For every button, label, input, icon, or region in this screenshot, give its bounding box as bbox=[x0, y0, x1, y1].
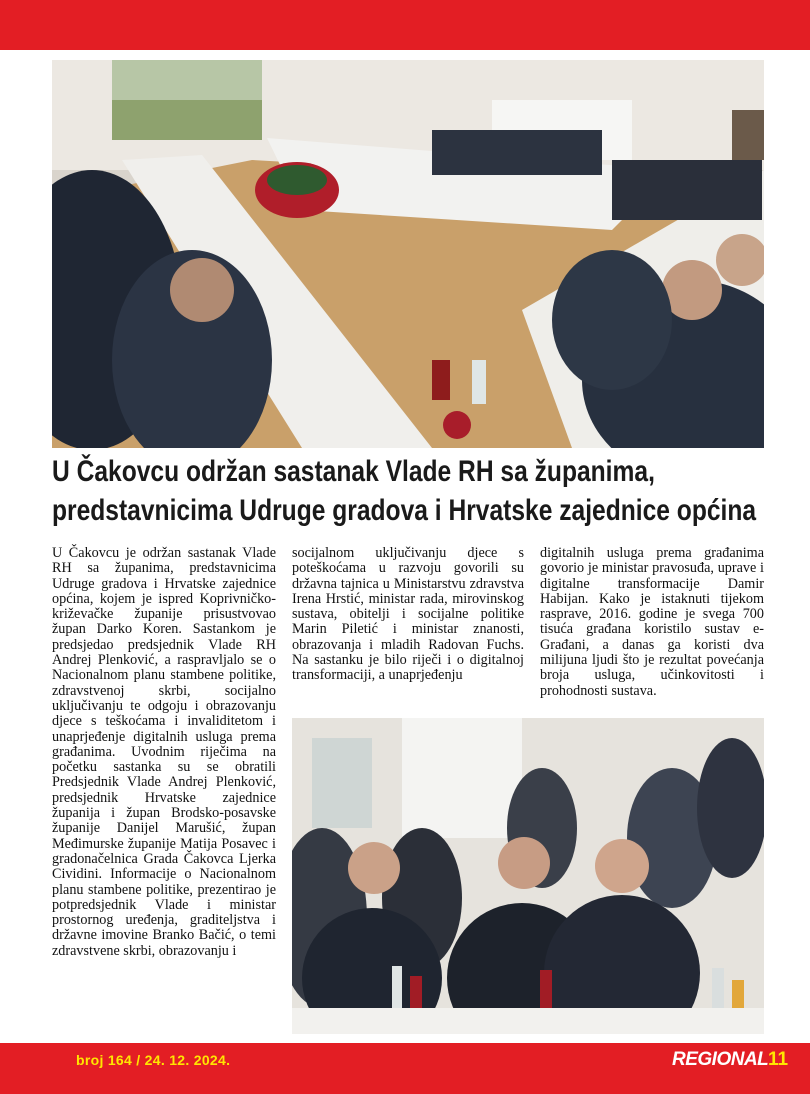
meeting-hall-photo bbox=[52, 60, 764, 448]
column-1-text: U Čakovcu je održan sastanak Vlade RH sa županima, predstavnicima Udruge gradova i Hrvatske zajednice općina, kojem je ispred Koprivničko-križevačke županije prisustvovao župan Darko Koren. Sastankom je predsjedao predsjednik Vlade RH Andrej Plenković, a raspravljalo se o Nacionalnom planu stambene politike, zdravstvenoj skrbi, socijalno uključivanju te odgoju i obrazovanju djece s teškoćama i invaliditetom i unaprjeđenje digitalnih usluga prema građanima. Uvodnim riječima na početku sastanka su se obratili Predsjednik Vlade Andrej Plenković, predsjednik Hrvatske zajednice županija i župan Brodsko-posavske županije Danijel Marušić, župan Međimurske županije Matija Posavec i gradonačelnica Grada Čakovca Ljerka Cividini. Informacije o Nacionalnom planu stambene politike, prezentirao je potpredsjednik Vlade i ministar prostornog uređenja, graditeljstva i državne imovine Branko Bačić, o temi zdravstvene skrbi, obrazovanju i bbox=[52, 545, 276, 959]
article-headline bbox=[52, 452, 757, 530]
headline-line-2: predstavnicima Udruge gradova i Hrvatske zajednice općina bbox=[52, 494, 757, 527]
column-3-text: digitalnih usluga prema građanima govorio je ministar pravosuđa, uprave i digitalne transformacije Damir Habijan. Kako je istaknuti tijekom rasprave, 2016. godine je svega 700 tisuća građana koristilo sustav e-Građani, a danas ga koristi dva milijuna ljudi što je rezultat povećanja broja usluga, učinkovitosti i prohodnosti sustava. bbox=[540, 545, 764, 699]
page-number: 11 bbox=[768, 1049, 789, 1070]
article-column-3 bbox=[540, 546, 764, 699]
top-red-band bbox=[0, 0, 810, 50]
headline-line-1: U Čakovcu održan sastanak Vlade RH sa županima, bbox=[52, 455, 655, 488]
issue-number-date: broj 164 / 24. 12. 2024. bbox=[76, 1052, 231, 1068]
officials-photo bbox=[292, 718, 764, 1034]
article-column-1 bbox=[52, 546, 276, 959]
article-column-2 bbox=[292, 546, 524, 684]
regional-logo: REGIONAL bbox=[672, 1049, 769, 1070]
column-2-text: socijalnom uključivanju djece s poteškoćama u razvoju govorili su državna tajnica u Ministarstvu zdravstva Irena Hrstić, ministar rada, mirovinskog sustava, obitelji i socijalne politike Marin Piletić i ministar znanosti, obrazovanja i mladih Radovan Fuchs. Na sastanku je bilo riječi i o digitalnoj transformaciji, a unaprjeđenju bbox=[292, 545, 524, 684]
